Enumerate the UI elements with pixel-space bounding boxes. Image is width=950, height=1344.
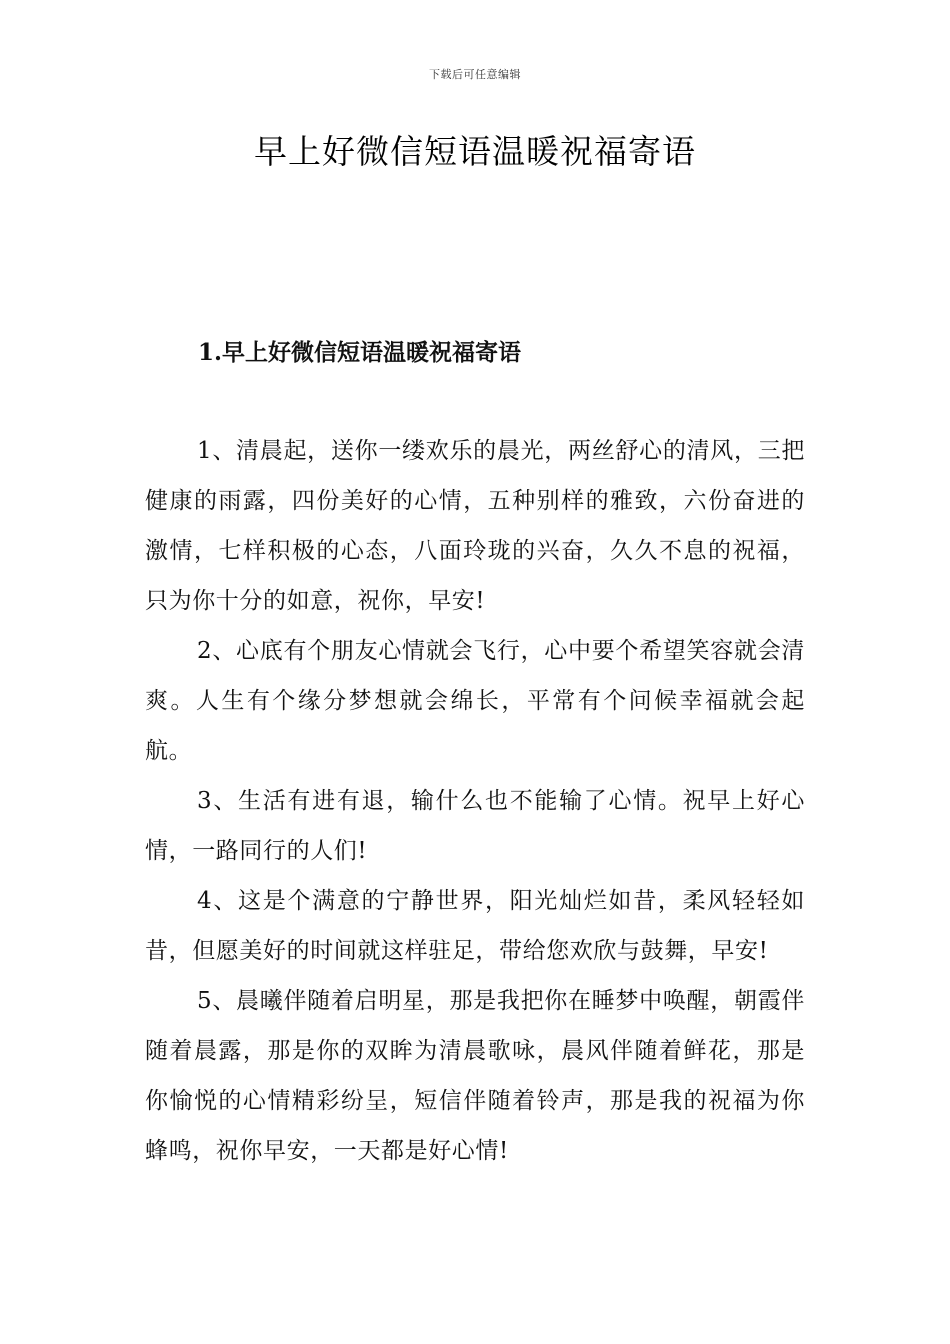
body-text xyxy=(145,426,805,1176)
section-heading: 1.早上好微信短语温暖祝福寄语 xyxy=(198,339,522,366)
page-title: 早上好微信短语温暖祝福寄语 xyxy=(254,132,696,171)
paragraph-5: 5、晨曦伴随着启明星，那是我把你在睡梦中唤醒，朝霞伴随着晨露，那是你的双眸为清晨歌咏，晨风伴随着鲜花，那是你愉悦的心情精彩纷呈，短信伴随着铃声，那是我的祝福为你蜂鸣，祝你早安，一天都是好心情! xyxy=(145,988,805,1164)
paragraph-4: 4、这是个满意的宁静世界，阳光灿烂如昔，柔风轻轻如昔，但愿美好的时间就这样驻足，带给您欢欣与鼓舞，早安! xyxy=(145,888,805,964)
paragraph-2: 2、心底有个朋友心情就会飞行，心中要个希望笑容就会清爽。人生有个缘分梦想就会绵长，平常有个问候幸福就会起航。 xyxy=(145,638,805,764)
paragraph-1: 1、清晨起，送你一缕欢乐的晨光，两丝舒心的清风，三把健康的雨露，四份美好的心情，五种别样的雅致，六份奋进的激情，七样积极的心态，八面玲珑的兴奋，久久不息的祝福，只为你十分的如意，祝你，早安! xyxy=(145,438,805,614)
paragraph-3: 3、生活有进有退，输什么也不能输了心情。祝早上好心情，一路同行的人们! xyxy=(145,788,805,864)
header-note: 下载后可任意编辑 xyxy=(429,68,521,81)
